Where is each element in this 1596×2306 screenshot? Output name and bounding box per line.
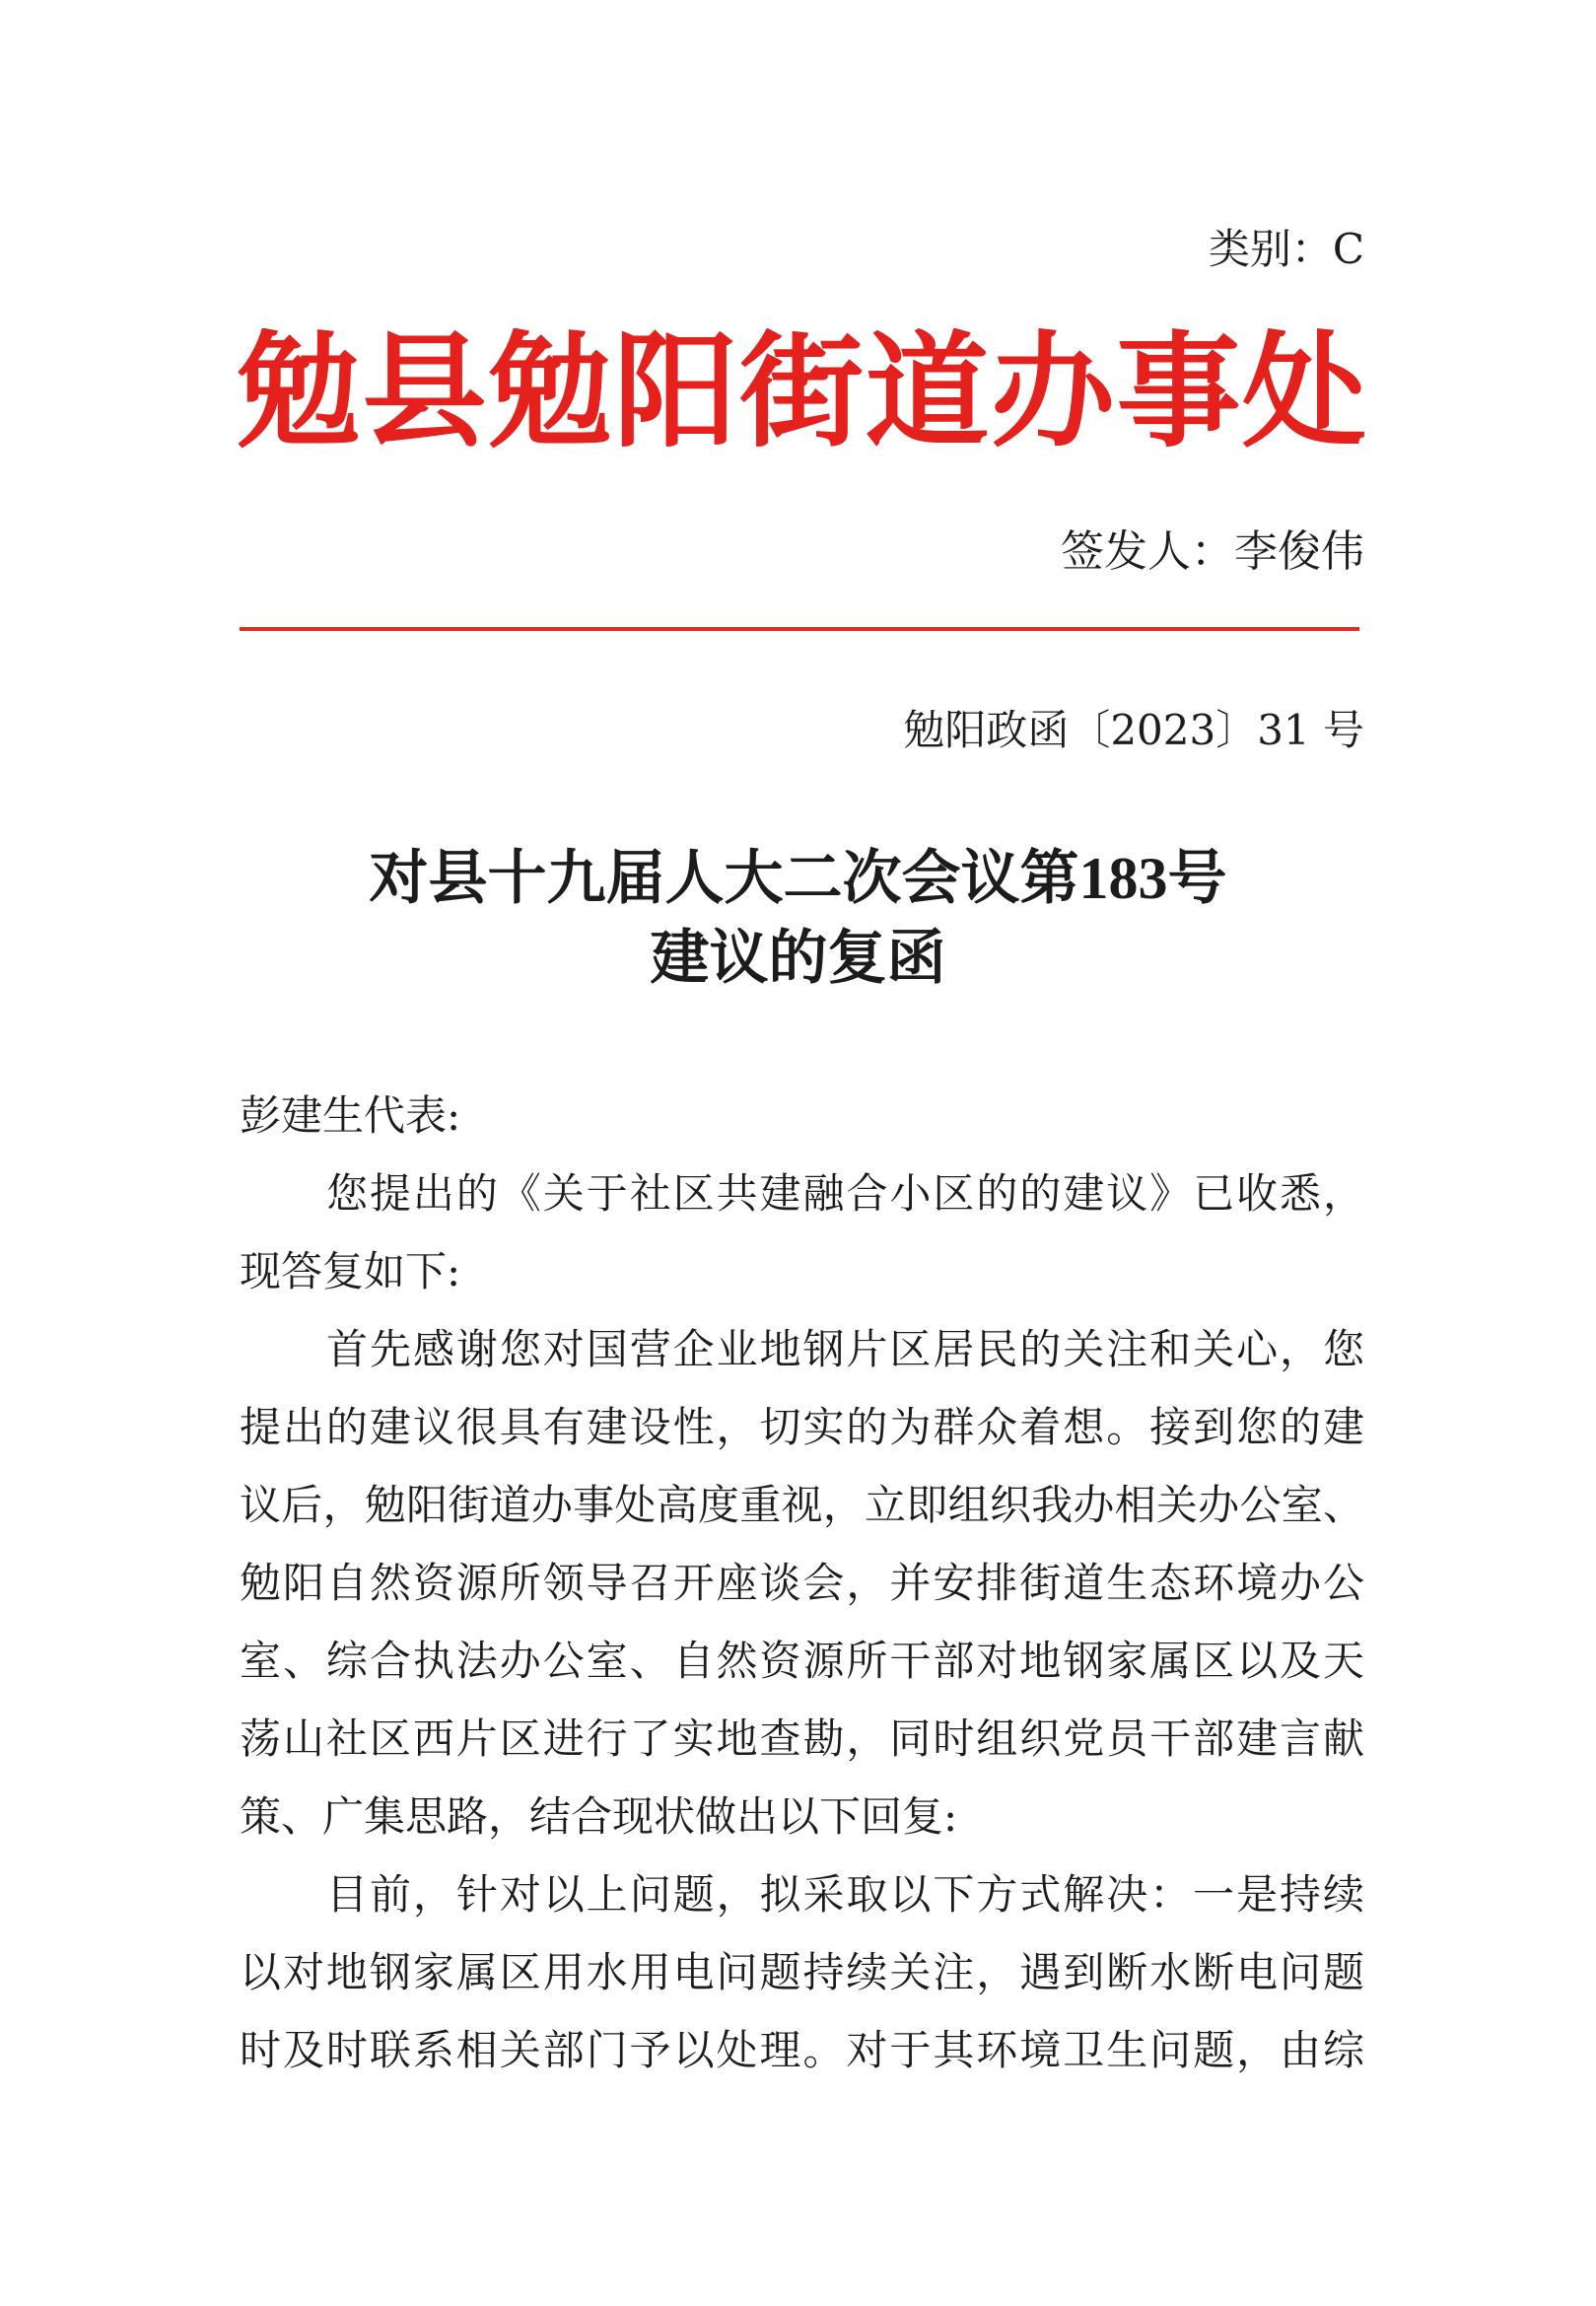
body-line: 时及时联系相关部门予以处理。对于其环境卫生问题，由综 — [240, 2026, 1364, 2074]
body-line: 现答复如下: — [240, 1247, 461, 1295]
document-number: 勉阳政函〔2023〕31 号 — [903, 706, 1364, 754]
body-line: 议后，勉阳街道办事处高度重视，立即组织我办相关办公室、 — [240, 1481, 1364, 1529]
issuing-office-header: 勉县勉阳街道办事处 — [237, 328, 1366, 456]
document-title-line-2: 建议的复函 — [650, 926, 946, 991]
document-category: 类别：C — [1208, 225, 1364, 273]
body-line: 您提出的《关于社区共建融合小区的的建议》已收悉， — [326, 1169, 1364, 1218]
body-line: 室、综合执法办公室、自然资源所干部对地钢家属区以及天 — [240, 1637, 1364, 1685]
salutation: 彭建生代表: — [240, 1091, 461, 1140]
body-line: 提出的建议很具有建设性，切实的为群众着想。接到您的建 — [240, 1403, 1364, 1451]
body-line: 荡山社区西片区进行了实地查勘，同时组织党员干部建言献 — [240, 1714, 1364, 1763]
body-line: 策、广集思路，结合现状做出以下回复: — [240, 1792, 958, 1841]
body-line: 目前，针对以上问题，拟采取以下方式解决：一是持续 — [326, 1870, 1364, 1919]
body-line: 首先感谢您对国营企业地钢片区居民的关注和关心，您 — [326, 1325, 1364, 1373]
signer-line: 签发人：李俊伟 — [1061, 526, 1364, 577]
red-separator-rule — [240, 627, 1359, 631]
body-line: 以对地钢家属区用水用电问题持续关注，遇到断水断电问题 — [240, 1948, 1364, 1996]
document-body — [240, 1077, 1364, 2089]
document-title-line-1: 对县十九届人大二次会议第183号 — [369, 846, 1227, 911]
body-line: 勉阳自然资源所领导召开座谈会，并安排街道生态环境办公 — [240, 1559, 1364, 1607]
